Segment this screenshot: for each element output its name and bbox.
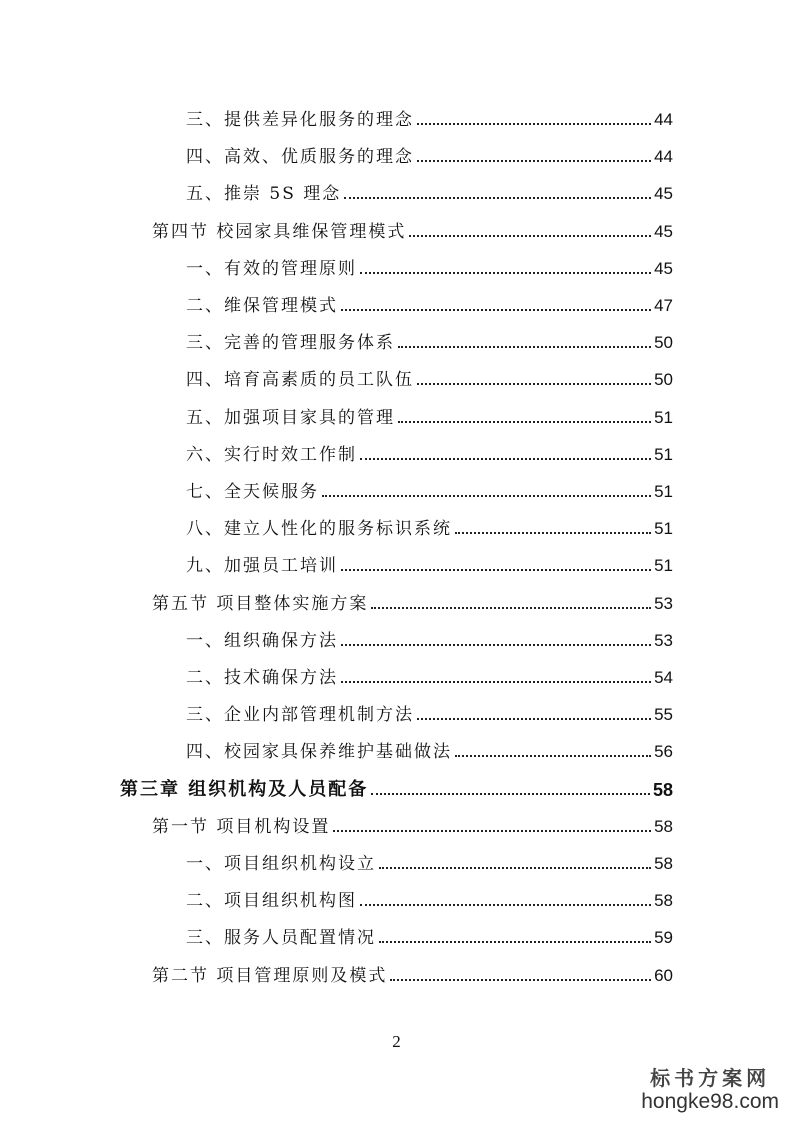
toc-leader-dots bbox=[341, 309, 651, 311]
toc-leader-dots bbox=[371, 607, 651, 609]
toc-leader-dots bbox=[322, 495, 651, 497]
toc-entry[interactable] bbox=[186, 733, 673, 763]
toc-leader-dots bbox=[455, 755, 651, 757]
toc-leader-dots bbox=[379, 867, 651, 869]
toc-entry-page: 60 bbox=[654, 965, 673, 985]
toc-entry[interactable] bbox=[186, 138, 673, 168]
toc-leader-dots bbox=[417, 160, 651, 162]
toc-entry-page: 59 bbox=[654, 928, 673, 948]
toc-entry[interactable] bbox=[186, 919, 673, 949]
toc-leader-dots bbox=[344, 197, 651, 199]
toc-entry-label: 一、组织确保方法 bbox=[186, 630, 338, 651]
toc-entry-label: 第一节 项目机构设置 bbox=[152, 816, 331, 837]
toc-entry-page: 45 bbox=[654, 258, 673, 278]
toc-entry-page: 51 bbox=[654, 407, 673, 427]
toc-leader-dots bbox=[371, 793, 650, 795]
toc-leader-dots bbox=[341, 644, 651, 646]
toc-entry-page: 51 bbox=[654, 482, 673, 501]
toc-entry-label: 五、加强项目家具的管理 bbox=[186, 407, 395, 428]
toc-entry-label: 一、有效的管理原则 bbox=[186, 258, 357, 279]
toc-entry-label: 四、培育高素质的员工队伍 bbox=[186, 370, 414, 391]
toc-entry[interactable] bbox=[186, 250, 673, 280]
toc-entry-page: 44 bbox=[654, 110, 673, 129]
toc-entry-page: 50 bbox=[654, 333, 673, 353]
toc-entry-label: 第二节 项目管理原则及模式 bbox=[152, 965, 388, 986]
toc-entry[interactable] bbox=[152, 808, 673, 838]
toc-entry[interactable] bbox=[186, 510, 673, 540]
toc-leader-dots bbox=[360, 458, 651, 460]
toc-leader-dots bbox=[333, 830, 651, 832]
toc-entry-page: 45 bbox=[654, 221, 673, 241]
toc-entry[interactable] bbox=[186, 696, 673, 726]
toc-entry-page: 58 bbox=[654, 816, 673, 836]
toc-entry-label: 三、服务人员配置情况 bbox=[186, 928, 376, 949]
toc-entry[interactable] bbox=[186, 101, 673, 131]
toc-entry-label: 二、项目组织机构图 bbox=[186, 891, 357, 912]
toc-entry-label: 一、项目组织机构设立 bbox=[186, 854, 376, 874]
toc-entry[interactable] bbox=[186, 361, 673, 391]
toc-entry[interactable] bbox=[186, 622, 673, 652]
toc-entry[interactable] bbox=[152, 957, 673, 987]
toc-leader-dots bbox=[379, 941, 651, 943]
toc-entry-page: 47 bbox=[654, 296, 673, 315]
toc-entry-page: 51 bbox=[654, 556, 673, 576]
toc-leader-dots bbox=[398, 346, 651, 348]
toc-entry-page: 53 bbox=[654, 593, 673, 613]
toc-entry-page: 55 bbox=[654, 705, 673, 725]
toc-entry-page: 51 bbox=[654, 519, 673, 539]
toc-entry-page: 58 bbox=[652, 779, 673, 800]
toc-entry[interactable] bbox=[186, 175, 673, 205]
toc-entry-label: 三、提供差异化服务的理念 bbox=[186, 110, 414, 130]
toc-entry-label: 三、完善的管理服务体系 bbox=[186, 333, 395, 354]
toc-entry-page: 58 bbox=[654, 891, 673, 911]
toc-entry-label: 二、技术确保方法 bbox=[186, 668, 338, 688]
toc-leader-dots bbox=[455, 532, 651, 534]
toc-entry-label: 二、维保管理模式 bbox=[186, 296, 338, 316]
toc-entry-label: 第四节 校园家具维保管理模式 bbox=[152, 221, 407, 242]
toc-entry-page: 56 bbox=[654, 742, 673, 762]
toc-leader-dots bbox=[341, 681, 651, 683]
toc-entry[interactable] bbox=[186, 436, 673, 466]
toc-entry[interactable] bbox=[186, 287, 673, 317]
toc-entry-page: 44 bbox=[654, 147, 673, 167]
watermark-logo bbox=[641, 1066, 779, 1114]
toc-entry[interactable] bbox=[120, 771, 673, 801]
toc-leader-dots bbox=[360, 904, 651, 906]
toc-entry-page: 50 bbox=[654, 370, 673, 390]
watermark-url: hongke98.com bbox=[641, 1090, 779, 1113]
toc-leader-dots bbox=[341, 569, 651, 571]
toc-entry-page: 54 bbox=[654, 668, 673, 687]
page-number: 2 bbox=[392, 1032, 401, 1051]
toc-entry[interactable] bbox=[186, 473, 673, 503]
toc-leader-dots bbox=[398, 421, 651, 423]
toc-leader-dots bbox=[360, 272, 651, 274]
toc-entry[interactable] bbox=[186, 547, 673, 577]
toc-leader-dots bbox=[417, 383, 651, 385]
toc-entry-label: 第三章 组织机构及人员配备 bbox=[120, 778, 369, 800]
toc-entry-label: 三、企业内部管理机制方法 bbox=[186, 705, 414, 726]
toc-leader-dots bbox=[417, 718, 651, 720]
toc-entry-label: 八、建立人性化的服务标识系统 bbox=[186, 519, 452, 540]
toc-entry[interactable] bbox=[186, 882, 673, 912]
toc-entry-label: 九、加强员工培训 bbox=[186, 556, 338, 577]
toc-entry-label: 四、校园家具保养维护基础做法 bbox=[186, 742, 452, 763]
watermark-text: 标书方案网 bbox=[650, 1066, 771, 1090]
toc-entry[interactable] bbox=[152, 213, 673, 243]
toc-entry-page: 51 bbox=[654, 444, 673, 464]
toc-entry-page: 53 bbox=[654, 630, 673, 650]
toc-entry-label: 七、全天候服务 bbox=[186, 482, 319, 502]
toc-entry-page: 58 bbox=[654, 854, 673, 873]
toc-entry[interactable] bbox=[186, 399, 673, 429]
toc-entry[interactable] bbox=[186, 324, 673, 354]
toc-leader-dots bbox=[390, 979, 651, 981]
toc-entry[interactable] bbox=[186, 659, 673, 689]
toc-entry-label: 五、推崇 5S 理念 bbox=[186, 184, 342, 205]
toc-entry-page: 45 bbox=[654, 184, 673, 204]
toc-entry-label: 六、实行时效工作制 bbox=[186, 444, 357, 465]
toc-entry-label: 四、高效、优质服务的理念 bbox=[186, 147, 414, 168]
toc-leader-dots bbox=[417, 123, 651, 125]
toc-leader-dots bbox=[409, 235, 651, 237]
toc-entry[interactable] bbox=[186, 845, 673, 875]
toc-entry-label: 第五节 项目整体实施方案 bbox=[152, 593, 369, 614]
toc-entry[interactable] bbox=[152, 585, 673, 615]
